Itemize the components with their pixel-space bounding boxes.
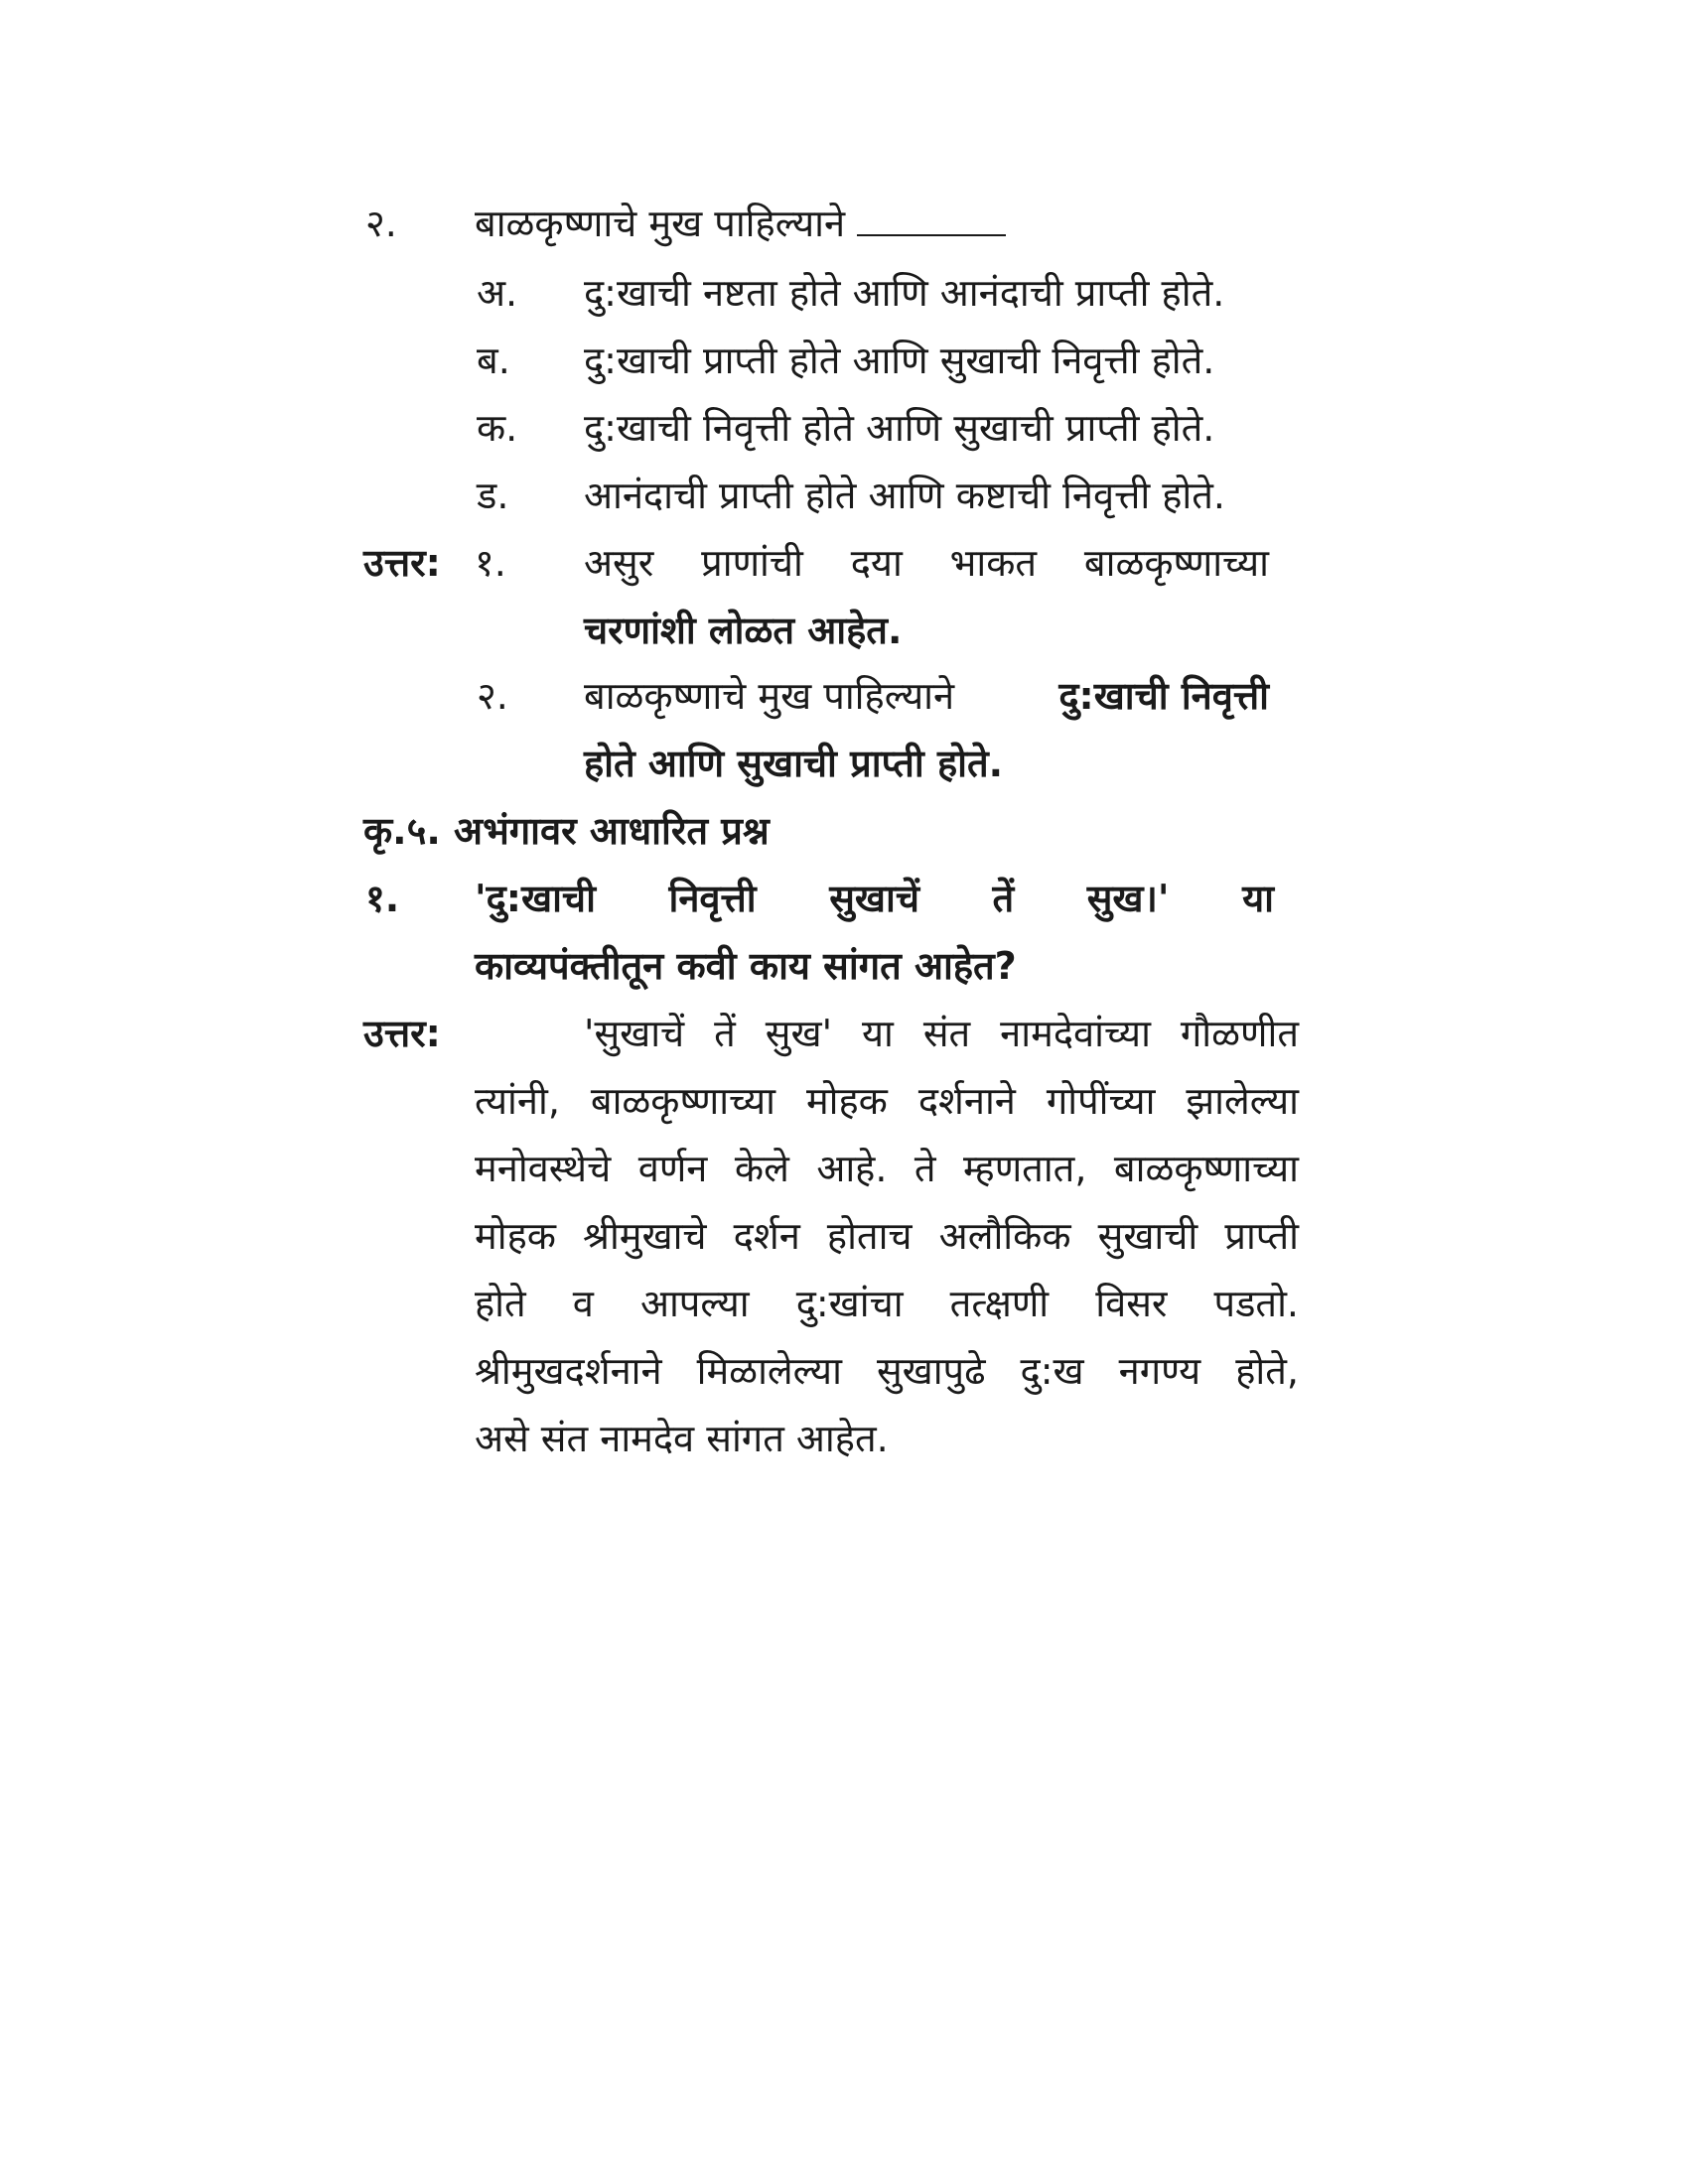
answer-number-1: १. <box>475 541 506 585</box>
question-number: २. <box>365 202 397 245</box>
answer-2-plain: बाळकृष्णाचे मुख पाहिल्याने <box>584 674 955 718</box>
section-answer-label: उत्तर: <box>363 1012 441 1055</box>
option-text-a: दु:खाची नष्टता होते आणि आनंदाची प्राप्ती होते. <box>584 271 1225 315</box>
answer-paragraph-line-1: 'सुखाचें तें सुख' या संत नामदेवांच्या गौळणीत <box>584 1012 1299 1055</box>
option-text-c: दु:खाची निवृत्ती होते आणि सुखाची प्राप्ती होते. <box>584 406 1215 450</box>
option-text-d: आनंदाची प्राप्ती होते आणि कष्टाची निवृत्ती होते. <box>584 474 1226 517</box>
answer-blank <box>857 195 1006 236</box>
answer-paragraph-line-6: श्रीमुखदर्शनाने मिळालेल्या सुखापुढे दु:ख नगण्य होते, <box>475 1349 1299 1393</box>
answer-1-line1: असुर प्राणांची दया भाकत बाळकृष्णाच्या <box>584 541 1269 585</box>
answer-paragraph-line-3: मनोवस्थेचे वर्णन केले आहे. ते म्हणतात, बाळकृष्णाच्या <box>475 1147 1299 1190</box>
answer-2-line2: होते आणि सुखाची प्राप्ती होते. <box>584 742 1004 785</box>
answer-paragraph-line-4: मोहक श्रीमुखाचे दर्शन होताच अलौकिक सुखाची प्राप्ती <box>475 1214 1299 1258</box>
option-letter-b: ब. <box>477 339 510 382</box>
option-text-b: दु:खाची प्राप्ती होते आणि सुखाची निवृत्ती होते. <box>584 339 1215 382</box>
answer-label: उत्तर: <box>363 541 441 585</box>
section-question-number: १. <box>365 877 400 920</box>
section-heading: कृ.५. अभंगावर आधारित प्रश्न <box>363 809 770 853</box>
answer-paragraph-line-2: त्यांनी, बाळकृष्णाच्या मोहक दर्शनाने गोपींच्या झालेल्या <box>475 1079 1299 1123</box>
option-letter-a: अ. <box>477 271 518 315</box>
question-text <box>475 191 1006 256</box>
section-question-line2: काव्यपंक्तीतून कवी काय सांगत आहेत? <box>475 944 1017 988</box>
answer-1-line2: चरणांशी लोळत आहेत. <box>584 609 903 652</box>
answer-paragraph-line-5: होते व आपल्या दु:खांचा तत्क्षणी विसर पडतो. <box>475 1282 1299 1325</box>
option-letter-c: क. <box>477 406 518 450</box>
answer-paragraph-line-7: असे संत नामदेव सांगत आहेत. <box>475 1417 889 1460</box>
answer-2-line1 <box>584 663 1269 729</box>
option-letter-d: ड. <box>477 474 509 517</box>
answer-2-bold-start: दु:खाची निवृत्ती <box>1058 674 1269 718</box>
answer-number-2: २. <box>477 674 508 718</box>
question-stem: बाळकृष्णाचे मुख पाहिल्याने <box>475 202 846 245</box>
section-question-line1: 'दु:खाची निवृत्ती सुखाचें तें सुख।' या <box>475 877 1274 920</box>
